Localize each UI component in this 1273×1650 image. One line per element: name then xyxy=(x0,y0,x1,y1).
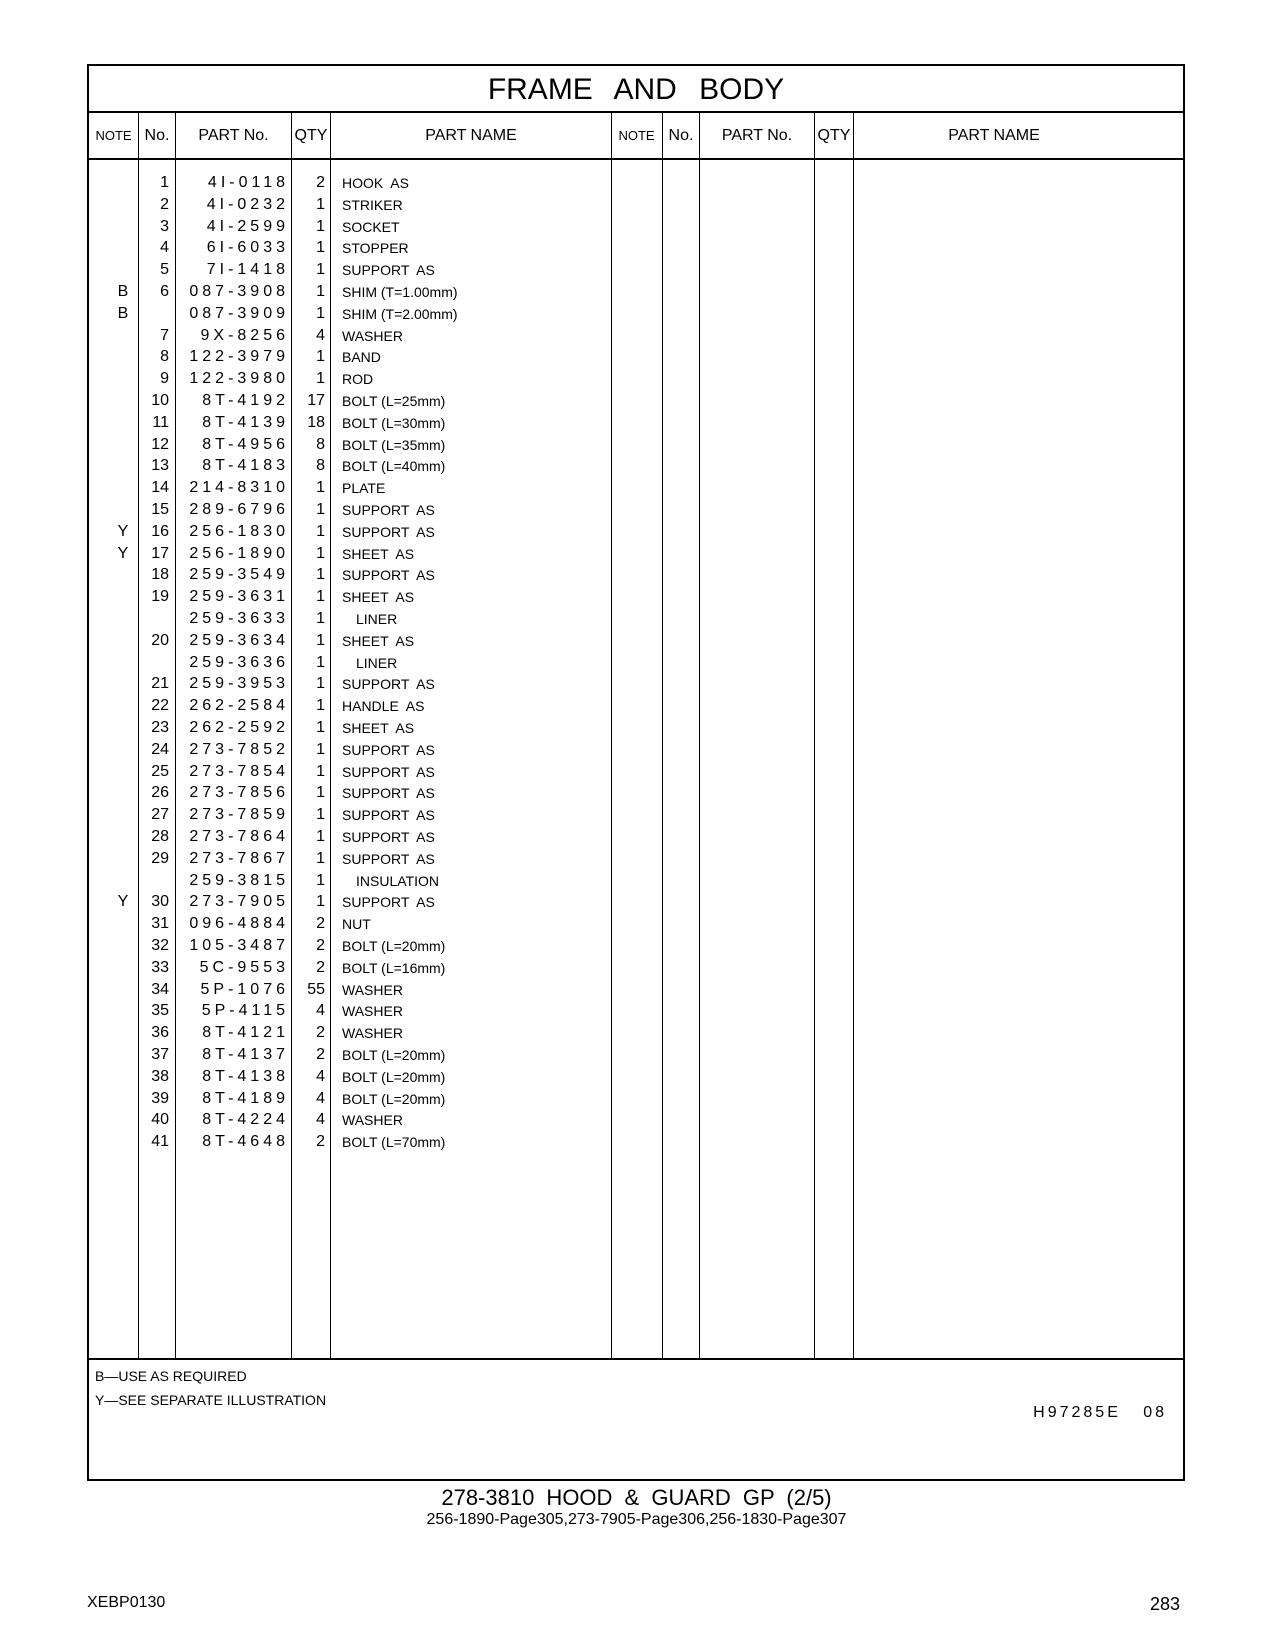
item-number-cell: 34 xyxy=(151,980,169,998)
quantity-cell: 2 xyxy=(316,1133,325,1151)
part-number-cell: 273-7905 xyxy=(189,893,289,911)
part-number-cell: 214-8310 xyxy=(189,479,289,497)
table-row xyxy=(89,935,649,957)
quantity-cell: 4 xyxy=(316,1111,325,1129)
part-number-cell: 6I-6033 xyxy=(206,239,289,257)
table-row xyxy=(89,957,649,979)
part-number-cell: 087-3909 xyxy=(189,304,289,322)
item-number-cell: 24 xyxy=(151,740,169,758)
part-name-cell: BOLT (L=30mm) xyxy=(342,414,446,431)
table-row xyxy=(89,543,649,565)
table-row xyxy=(89,434,649,456)
part-name-cell: SUPPORT AS xyxy=(342,894,435,911)
table-row xyxy=(89,368,649,390)
part-name-cell: BOLT (L=70mm) xyxy=(342,1134,446,1151)
table-row xyxy=(89,259,649,281)
part-name-cell: SUPPORT AS xyxy=(342,262,435,279)
page-title: FRAME AND BODY xyxy=(89,66,1183,113)
item-number-cell: 14 xyxy=(151,479,169,497)
part-number-cell: 7I-1418 xyxy=(206,261,289,279)
note-cell xyxy=(113,325,133,347)
item-number-cell: 35 xyxy=(151,1002,169,1020)
quantity-cell: 2 xyxy=(316,1046,325,1063)
part-number-cell: 259-3634 xyxy=(189,631,289,649)
quantity-cell: 4 xyxy=(316,326,325,344)
item-number-cell: 15 xyxy=(151,501,169,518)
part-name-cell: BOLT (L=20mm) xyxy=(342,1068,446,1085)
part-name-cell: PLATE xyxy=(342,480,386,497)
part-name-cell: BOLT (L=20mm) xyxy=(342,938,446,954)
part-name-cell: SHEET AS xyxy=(342,632,415,649)
table-row xyxy=(89,346,649,368)
item-number-cell: 17 xyxy=(151,544,169,562)
table-row xyxy=(89,521,649,543)
part-number-cell: 4I-0118 xyxy=(207,174,289,191)
item-number-cell: 37 xyxy=(151,1046,169,1063)
quantity-cell: 2 xyxy=(316,174,325,191)
item-number-cell: 6 xyxy=(160,283,169,300)
table-row xyxy=(89,979,649,1001)
note-cell xyxy=(113,390,133,412)
note-cell xyxy=(113,1022,133,1044)
table-row xyxy=(89,477,649,499)
table-row xyxy=(89,804,649,826)
table-row xyxy=(89,1044,649,1066)
note-cell xyxy=(113,455,133,477)
part-name-cell: BOLT (L=20mm) xyxy=(342,1047,446,1063)
part-number-cell: 096-4884 xyxy=(189,915,289,933)
parts-table-frame xyxy=(87,64,1185,1481)
quantity-cell: 1 xyxy=(316,348,325,366)
quantity-cell: 4 xyxy=(316,1002,325,1020)
note-cell xyxy=(113,586,133,608)
part-name-cell: WASHER xyxy=(342,1025,403,1042)
item-number-cell: 32 xyxy=(151,937,169,954)
item-number-cell: 2 xyxy=(160,195,169,213)
item-number-cell: 7 xyxy=(160,326,169,344)
item-number-cell: 12 xyxy=(151,435,169,453)
part-name-cell: SHEET AS xyxy=(342,589,415,606)
quantity-cell: 1 xyxy=(316,740,325,758)
note-cell xyxy=(113,848,133,870)
part-number-cell: 122-3980 xyxy=(189,370,289,388)
note-cell xyxy=(113,346,133,368)
header-part-no-left: PART No. xyxy=(198,127,269,144)
quantity-cell: 1 xyxy=(316,653,325,671)
table-row xyxy=(89,281,649,303)
part-name-cell: BOLT (L=40mm) xyxy=(342,458,446,475)
note-cell xyxy=(113,761,133,783)
note-cell: Y xyxy=(117,522,129,540)
quantity-cell: 1 xyxy=(316,697,325,715)
part-name-cell: HOOK AS xyxy=(342,175,409,191)
part-name-cell: WASHER xyxy=(342,1003,403,1020)
part-name-cell: SUPPORT AS xyxy=(342,567,435,584)
note-cell xyxy=(113,739,133,761)
note-cell: Y xyxy=(117,544,129,562)
part-name-cell: SHEET AS xyxy=(342,545,415,562)
part-number-cell: 8T-4192 xyxy=(202,392,289,409)
quantity-cell: 1 xyxy=(316,762,325,780)
quantity-cell: 1 xyxy=(316,195,325,213)
part-number-cell: 262-2592 xyxy=(189,719,289,736)
table-row xyxy=(89,848,649,870)
part-number-cell: 273-7859 xyxy=(189,806,289,824)
quantity-cell: 1 xyxy=(316,784,325,802)
part-number-cell: 8T-4183 xyxy=(202,457,289,475)
table-row xyxy=(89,564,649,586)
item-number-cell xyxy=(145,303,169,325)
quantity-cell: 55 xyxy=(307,980,325,998)
part-number-cell: 8T-4138 xyxy=(202,1067,289,1085)
illustration-code: H97285E 08 xyxy=(1033,1404,1167,1421)
part-name-cell: STOPPER xyxy=(342,240,409,257)
part-name-cell: SUPPORT AS xyxy=(342,785,435,802)
item-number-cell: 20 xyxy=(151,631,169,649)
part-name-cell: ROD xyxy=(342,371,374,388)
note-cell xyxy=(113,979,133,1001)
note-cell xyxy=(113,957,133,979)
note-cell: B xyxy=(117,283,129,300)
table-row xyxy=(89,870,649,892)
table-row xyxy=(89,1022,649,1044)
part-number-cell: 256-1890 xyxy=(189,544,289,562)
note-cell xyxy=(113,368,133,390)
part-name-cell: SUPPORT AS xyxy=(342,829,435,845)
note-cell xyxy=(113,804,133,826)
note-cell xyxy=(113,1131,133,1153)
note-y-legend: Y—SEE SEPARATE ILLUSTRATION xyxy=(95,1392,327,1408)
part-number-cell: 273-7856 xyxy=(189,784,289,802)
quantity-cell: 1 xyxy=(316,566,325,584)
table-row xyxy=(89,717,649,739)
table-row xyxy=(89,826,649,848)
table-row xyxy=(89,325,649,347)
table-row xyxy=(89,237,649,259)
quantity-cell: 1 xyxy=(316,806,325,824)
document-id: XEBP0130 xyxy=(87,1594,166,1611)
part-number-cell: 4I-0232 xyxy=(206,195,289,213)
quantity-cell: 2 xyxy=(316,937,325,954)
note-cell xyxy=(113,1066,133,1088)
part-number-cell: 259-3549 xyxy=(189,566,289,584)
item-number-cell: 1 xyxy=(160,174,169,191)
part-number-cell: 273-7864 xyxy=(189,828,289,845)
note-cell xyxy=(113,1044,133,1066)
part-name-cell: STRIKER xyxy=(342,196,403,213)
quantity-cell: 8 xyxy=(316,435,325,453)
quantity-cell: 1 xyxy=(316,261,325,279)
item-number-cell: 27 xyxy=(151,806,169,824)
quantity-cell: 2 xyxy=(316,1024,325,1042)
note-cell xyxy=(113,194,133,216)
quantity-cell: 18 xyxy=(307,413,325,431)
quantity-cell: 1 xyxy=(316,610,325,627)
note-cell xyxy=(113,717,133,739)
table-row xyxy=(89,1131,649,1153)
note-cell: B xyxy=(117,304,129,322)
note-cell xyxy=(113,564,133,586)
part-name-cell: BOLT (L=16mm) xyxy=(342,959,446,976)
item-number-cell: 18 xyxy=(151,566,169,584)
item-number-cell: 19 xyxy=(151,588,169,606)
table-row xyxy=(89,586,649,608)
note-cell xyxy=(113,652,133,674)
header-qty-left: QTY xyxy=(294,127,328,144)
part-number-cell: 273-7854 xyxy=(189,762,289,780)
item-number-cell: 16 xyxy=(151,522,169,540)
quantity-cell: 1 xyxy=(316,370,325,388)
part-name-cell: SUPPORT AS xyxy=(342,741,435,758)
part-name-cell: SUPPORT AS xyxy=(342,807,435,824)
part-name-cell: BAND xyxy=(342,349,381,366)
note-cell xyxy=(113,913,133,935)
part-number-cell: 5P-4115 xyxy=(201,1002,289,1020)
item-number-cell: 22 xyxy=(151,697,169,715)
part-number-cell: 4I-2599 xyxy=(206,217,289,235)
note-cell xyxy=(113,673,133,695)
quantity-cell: 2 xyxy=(316,915,325,933)
item-number-cell: 21 xyxy=(151,675,169,693)
item-number-cell: 39 xyxy=(151,1089,169,1107)
note-cell xyxy=(113,434,133,456)
part-number-cell: 105-3487 xyxy=(189,937,289,954)
header-no-left: No. xyxy=(144,127,170,144)
part-name-cell: SUPPORT AS xyxy=(342,850,435,867)
quantity-cell: 1 xyxy=(316,544,325,562)
note-cell xyxy=(113,695,133,717)
note-cell xyxy=(113,499,133,521)
part-name-cell: BOLT (L=35mm) xyxy=(342,436,446,453)
part-name-cell: LINER xyxy=(356,611,398,627)
quantity-cell: 1 xyxy=(316,217,325,235)
part-number-cell: 273-7852 xyxy=(189,740,289,758)
quantity-cell: 17 xyxy=(307,392,325,409)
part-number-cell: 8T-4956 xyxy=(202,435,289,453)
note-cell xyxy=(113,1109,133,1131)
table-header xyxy=(89,113,1183,160)
part-number-cell: 8T-4137 xyxy=(202,1046,289,1063)
note-cell xyxy=(113,1000,133,1022)
part-name-cell: SUPPORT AS xyxy=(342,502,435,518)
part-name-cell: SUPPORT AS xyxy=(342,523,435,540)
note-cell xyxy=(113,608,133,630)
part-name-cell: SHIM (T=1.00mm) xyxy=(342,284,458,300)
item-number-cell: 25 xyxy=(151,762,169,780)
quantity-cell: 1 xyxy=(316,849,325,867)
header-part-name-left: PART NAME xyxy=(425,127,517,144)
part-number-cell: 8T-4648 xyxy=(202,1133,289,1151)
note-cell xyxy=(113,216,133,238)
table-row xyxy=(89,499,649,521)
item-number-cell: 30 xyxy=(151,893,169,911)
item-number-cell: 23 xyxy=(151,719,169,736)
table-row xyxy=(89,216,649,238)
part-number-cell: 9X-8256 xyxy=(200,326,289,344)
item-number-cell: 5 xyxy=(160,261,169,279)
part-name-cell: WASHER xyxy=(342,981,403,998)
quantity-cell: 2 xyxy=(316,958,325,976)
item-number-cell: 4 xyxy=(160,239,169,257)
quantity-cell: 1 xyxy=(316,283,325,300)
quantity-cell: 1 xyxy=(316,871,325,889)
part-number-cell: 289-6796 xyxy=(189,501,289,518)
note-cell xyxy=(113,826,133,848)
table-row xyxy=(89,1088,649,1110)
table-row xyxy=(89,739,649,761)
item-number-cell: 36 xyxy=(151,1024,169,1042)
quantity-cell: 1 xyxy=(316,239,325,257)
table-row xyxy=(89,390,649,412)
part-number-cell: 259-3953 xyxy=(189,675,289,693)
item-number-cell: 9 xyxy=(160,370,169,388)
part-name-cell: SHEET AS xyxy=(342,720,415,736)
header-part-name-right: PART NAME xyxy=(948,127,1040,144)
quantity-cell: 1 xyxy=(316,893,325,911)
item-number-cell: 40 xyxy=(151,1111,169,1129)
part-name-cell: WASHER xyxy=(342,327,403,344)
item-number-cell: 26 xyxy=(151,784,169,802)
note-cell xyxy=(113,237,133,259)
table-footer xyxy=(89,1358,1183,1481)
item-number-cell: 31 xyxy=(151,915,169,933)
parts-list xyxy=(89,160,1183,1358)
part-number-cell: 8T-4139 xyxy=(202,413,289,431)
header-qty-right: QTY xyxy=(817,127,851,144)
table-row xyxy=(89,1000,649,1022)
group-caption: 278-3810 HOOD & GUARD GP (2/5) xyxy=(441,1485,832,1510)
table-row xyxy=(89,891,649,913)
note-cell: Y xyxy=(117,893,129,911)
quantity-cell: 1 xyxy=(316,631,325,649)
page-references: 256-1890-Page305,273-7905-Page306,256-1830-Page307 xyxy=(426,1511,847,1528)
part-name-cell: LINER xyxy=(356,654,398,671)
note-cell xyxy=(113,630,133,652)
note-cell xyxy=(113,870,133,892)
part-number-cell: 259-3633 xyxy=(189,610,289,627)
item-number-cell: 10 xyxy=(151,392,169,409)
part-name-cell: SUPPORT AS xyxy=(342,676,435,693)
note-cell xyxy=(113,782,133,804)
quantity-cell: 4 xyxy=(316,1067,325,1085)
page-number: 283 xyxy=(1150,1594,1181,1614)
item-number-cell: 38 xyxy=(151,1067,169,1085)
part-number-cell: 256-1830 xyxy=(189,522,289,540)
part-name-cell: WASHER xyxy=(342,1112,403,1129)
item-number-cell xyxy=(145,608,169,630)
quantity-cell: 8 xyxy=(316,457,325,475)
table-row xyxy=(89,913,649,935)
part-number-cell: 8T-4224 xyxy=(202,1111,289,1129)
header-note-left: NOTE xyxy=(95,128,132,143)
part-name-cell: SUPPORT AS xyxy=(342,763,435,780)
item-number-cell: 3 xyxy=(160,217,169,235)
part-name-cell: INSULATION xyxy=(356,872,439,889)
header-no-right: No. xyxy=(668,127,694,144)
item-number-cell: 8 xyxy=(160,348,169,366)
table-row xyxy=(89,695,649,717)
quantity-cell: 1 xyxy=(316,588,325,606)
table-row xyxy=(89,303,649,325)
part-number-cell: 259-3815 xyxy=(189,871,289,889)
table-row xyxy=(89,652,649,674)
part-name-cell: BOLT (L=25mm) xyxy=(342,393,446,409)
item-number-cell xyxy=(145,870,169,892)
part-number-cell: 8T-4189 xyxy=(202,1089,289,1107)
quantity-cell: 1 xyxy=(316,501,325,518)
table-row xyxy=(89,608,649,630)
item-number-cell: 13 xyxy=(151,457,169,475)
note-cell xyxy=(113,1088,133,1110)
item-number-cell: 33 xyxy=(151,958,169,976)
part-number-cell: 5P-1076 xyxy=(200,980,289,998)
item-number-cell: 28 xyxy=(151,828,169,845)
part-number-cell: 259-3636 xyxy=(189,653,289,671)
part-name-cell: SHIM (T=2.00mm) xyxy=(342,305,458,322)
table-row xyxy=(89,1066,649,1088)
table-row xyxy=(89,455,649,477)
note-cell xyxy=(113,259,133,281)
part-name-cell: SOCKET xyxy=(342,218,400,235)
table-row xyxy=(89,412,649,434)
item-number-cell: 41 xyxy=(151,1133,169,1151)
item-number-cell xyxy=(145,652,169,674)
part-number-cell: 259-3631 xyxy=(189,588,289,606)
table-row xyxy=(89,172,649,194)
quantity-cell: 1 xyxy=(316,828,325,845)
part-number-cell: 262-2584 xyxy=(189,697,289,715)
part-number-cell: 273-7867 xyxy=(189,849,289,867)
part-number-cell: 5C-9553 xyxy=(199,958,289,976)
quantity-cell: 1 xyxy=(316,304,325,322)
quantity-cell: 1 xyxy=(316,479,325,497)
item-number-cell: 11 xyxy=(152,413,169,431)
table-row xyxy=(89,673,649,695)
header-note-right: NOTE xyxy=(618,128,655,143)
note-b-legend: B—USE AS REQUIRED xyxy=(95,1368,247,1384)
table-row xyxy=(89,1109,649,1131)
note-cell xyxy=(113,477,133,499)
part-number-cell: 122-3979 xyxy=(189,348,289,366)
part-name-cell: HANDLE AS xyxy=(342,698,425,715)
table-row xyxy=(89,194,649,216)
note-cell xyxy=(113,412,133,434)
table-row xyxy=(89,630,649,652)
part-name-cell: BOLT (L=20mm) xyxy=(342,1090,446,1107)
quantity-cell: 1 xyxy=(316,719,325,736)
table-row xyxy=(89,782,649,804)
note-cell xyxy=(113,172,133,194)
part-number-cell: 8T-4121 xyxy=(202,1024,289,1042)
header-part-no-right: PART No. xyxy=(721,127,793,144)
quantity-cell: 1 xyxy=(316,522,325,540)
quantity-cell: 4 xyxy=(316,1089,325,1107)
note-cell xyxy=(113,935,133,957)
part-number-cell: 087-3908 xyxy=(189,283,289,300)
table-row xyxy=(89,761,649,783)
item-number-cell: 29 xyxy=(151,849,169,867)
quantity-cell: 1 xyxy=(316,675,325,693)
part-name-cell: NUT xyxy=(342,916,371,933)
